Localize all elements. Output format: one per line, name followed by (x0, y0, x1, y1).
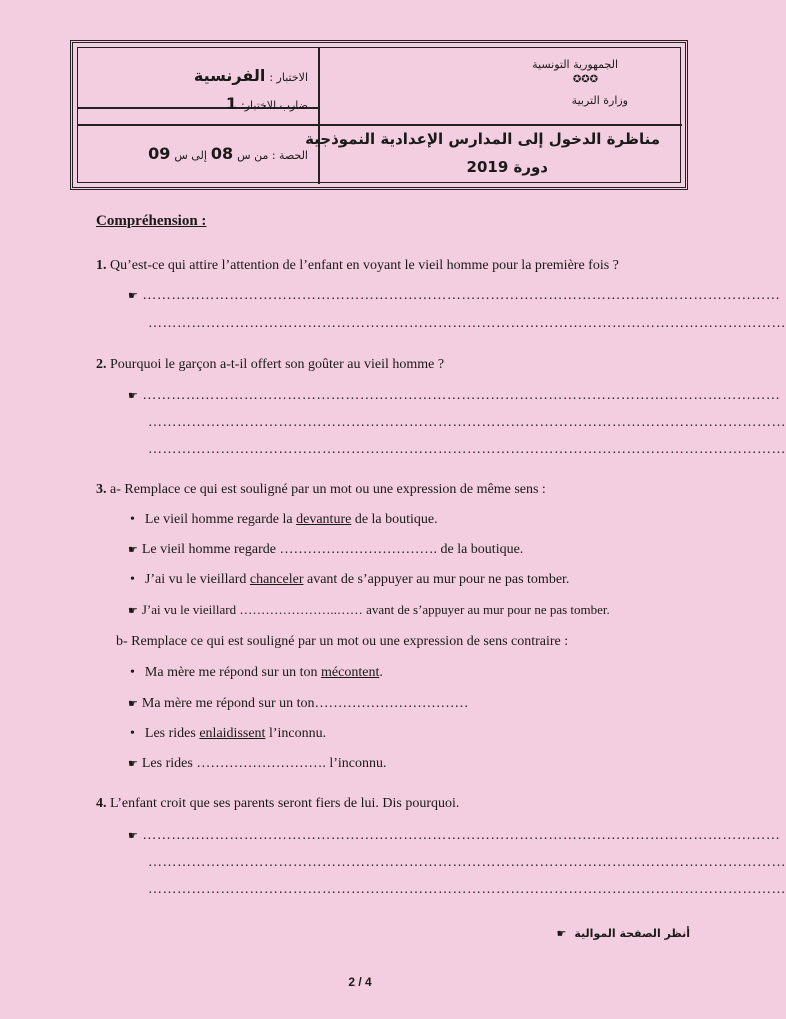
text-segment: l’inconnu. (265, 726, 327, 741)
ornament: ✪✪✪ (572, 74, 598, 85)
q3-a2-answer[interactable] (128, 602, 610, 618)
time-line (108, 144, 308, 164)
q3-b1-answer[interactable] (128, 696, 469, 712)
header-divider-vertical (318, 48, 320, 184)
pointing-hand-icon: ☛ (128, 757, 138, 770)
text-segment: Ma mère me répond sur un ton (144, 665, 322, 680)
coefficient-label: ضارب الاختبار: (241, 99, 308, 112)
text-segment: Les rides (144, 726, 200, 741)
q3-a1-sentence (130, 512, 438, 528)
next-page-note (556, 924, 690, 942)
subject-line (148, 66, 308, 86)
pointing-hand-icon: ☛ (128, 289, 139, 302)
pointing-hand-icon: ☛ (128, 697, 138, 710)
answer-line[interactable]: …………………………………………………………………………………………………………………… (148, 855, 786, 870)
pointing-hand-icon: ☛ (128, 604, 138, 617)
answer-line[interactable]: …………………………………………………………………………………………………………………… (148, 882, 786, 897)
text-segment: . (379, 665, 383, 680)
question-3-part-a-text: a- Remplace ce qui est souligné par un mot ou une expression de même sens : (110, 482, 546, 497)
time-mid: إلى س (174, 149, 207, 162)
time-to: 09 (148, 144, 171, 163)
question-3-part-a (96, 482, 546, 498)
q3-b2-answer[interactable] (128, 756, 386, 772)
header-divider-horizontal (78, 124, 682, 126)
text-segment: l’inconnu. (325, 756, 387, 771)
text-segment: Le vieil homme regarde (141, 542, 280, 557)
subject-label: الاختبار : (269, 71, 308, 84)
underlined-word: devanture (296, 512, 352, 527)
text-segment: de la boutique. (351, 512, 438, 527)
q3-a1-answer[interactable] (128, 542, 523, 558)
answer-line[interactable]: …………………………………………………………………………………………………………………… (148, 442, 786, 457)
page-number: 2 / 4 (348, 975, 372, 989)
answer-line[interactable] (128, 388, 781, 404)
answer-dots: …………………………………………………………………………………………………………………… (142, 288, 781, 303)
republic-label: الجمهورية التونسية (532, 58, 618, 71)
pointing-hand-icon: ☛ (128, 829, 139, 842)
ministry-label: وزارة التربية (571, 94, 628, 107)
q3-b1-sentence (130, 665, 383, 681)
question-2 (96, 357, 444, 373)
q3-a2-sentence (130, 572, 569, 588)
coefficient-value: 1 (225, 94, 237, 113)
time-label: الحصة : من س (237, 149, 308, 162)
pointing-hand-icon: ☛ (128, 389, 139, 402)
underlined-word: enlaidissent (199, 726, 266, 741)
question-1 (96, 258, 619, 274)
text-segment: J’ai vu le vieillard (144, 572, 250, 587)
exam-session: دورة 2019 (466, 158, 548, 176)
pointing-hand-icon: ☛ (128, 543, 138, 556)
text-segment: de la boutique. (436, 542, 524, 557)
text-segment: Les rides (141, 756, 197, 771)
answer-dots: …………………………………………………………………………………………………………………… (142, 388, 781, 403)
pointing-hand-icon: ☛ (556, 927, 567, 940)
underlined-word: chanceler (249, 572, 304, 587)
question-2-number: 2. (96, 357, 107, 372)
answer-dots: ………………………. (196, 756, 326, 771)
answer-line[interactable] (128, 288, 781, 304)
text-segment: J’ai vu le vieillard (141, 602, 240, 617)
exam-header-box (70, 40, 688, 190)
exam-name: مناظرة الدخول إلى المدارس الإعدادية النموذجية (305, 130, 660, 148)
question-4-text: L’enfant croit que ses parents seront fiers de lui. Dis pourquoi. (110, 796, 460, 811)
text-segment: Le vieil homme regarde la (144, 512, 297, 527)
question-4 (96, 796, 459, 812)
question-1-text: Qu’est-ce qui attire l’attention de l’enfant en voyant le vieil homme pour la première fois ? (110, 258, 619, 273)
text-segment: avant de s’appuyer au mur pour ne pas tomber. (362, 602, 610, 617)
text-segment: Ma mère me répond sur un ton…………………………… (141, 696, 469, 711)
text-segment: avant de s’appuyer au mur pour ne pas tomber. (303, 572, 570, 587)
answer-line[interactable]: …………………………………………………………………………………………………………………… (148, 415, 786, 430)
time-from: 08 (210, 144, 234, 163)
q3-b2-sentence (130, 726, 326, 742)
coefficient-line (148, 94, 308, 114)
answer-dots: …………………..…… (239, 602, 363, 617)
next-page-text: أنظر الصفحة الموالية (574, 927, 690, 940)
exam-header-inner (77, 47, 681, 183)
answer-line[interactable]: …………………………………………………………………………………………………………………… (148, 316, 786, 331)
question-3-number: 3. (96, 482, 107, 497)
section-title: Compréhension : (96, 213, 207, 229)
question-1-number: 1. (96, 258, 107, 273)
answer-dots: ……………………………. (279, 542, 437, 557)
subject-value: الفرنسية (193, 66, 266, 85)
question-4-number: 4. (96, 796, 107, 811)
question-3-part-b: b- Remplace ce qui est souligné par un mot ou une expression de sens contraire : (116, 634, 569, 649)
answer-line[interactable] (128, 828, 781, 844)
answer-dots: …………………………………………………………………………………………………………………… (142, 828, 781, 843)
underlined-word: mécontent (321, 665, 380, 680)
question-2-text: Pourquoi le garçon a-t-il offert son goûter au vieil homme ? (110, 357, 445, 372)
